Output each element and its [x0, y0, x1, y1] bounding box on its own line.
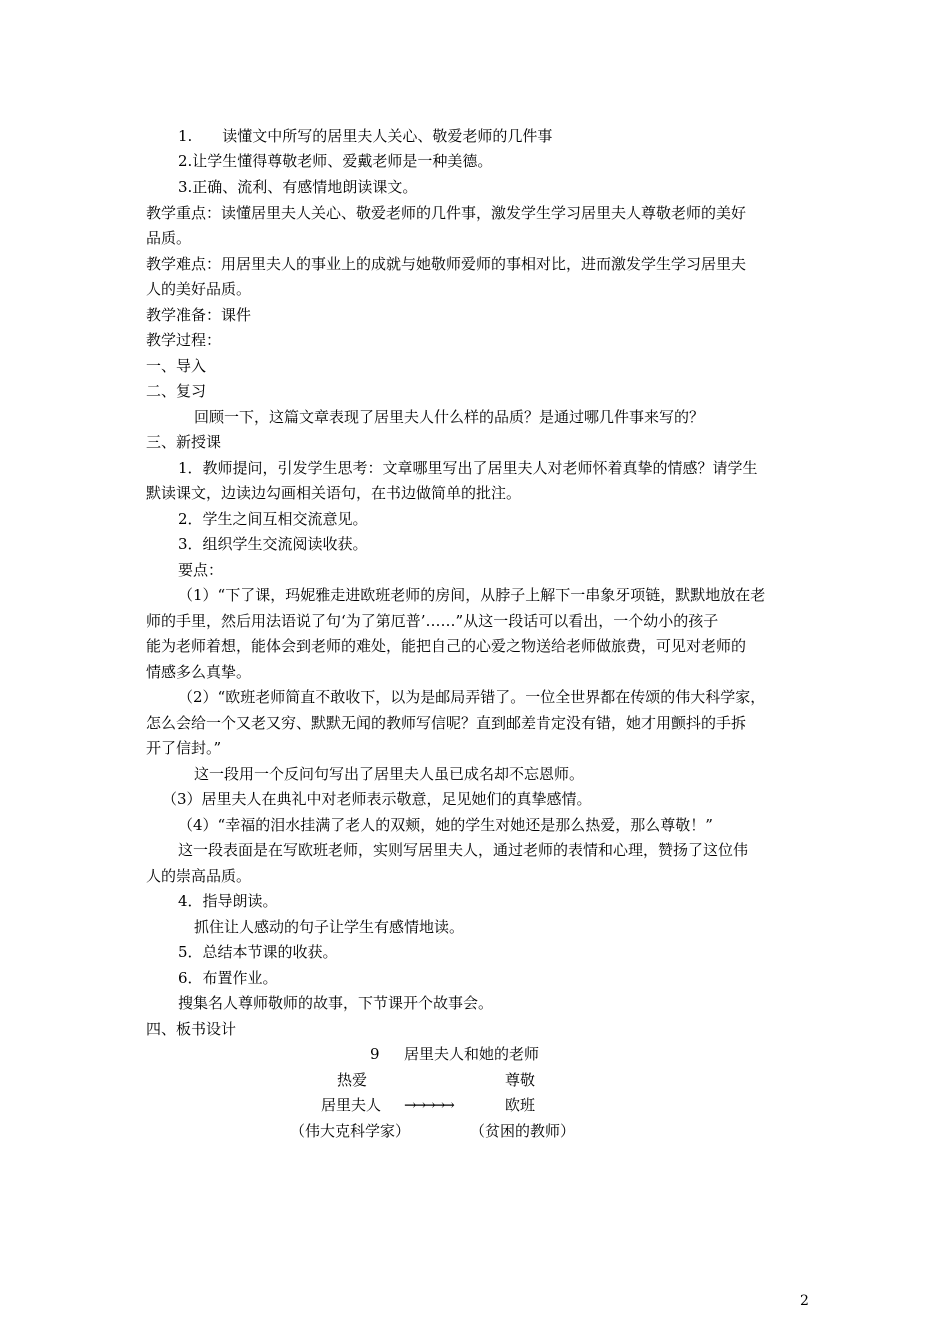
step-5: 5．总结本节课的收获。 [178, 943, 338, 961]
page-number: 2 [800, 1293, 809, 1309]
homework: 搜集名人尊师敬师的故事，下节课开个故事会。 [178, 994, 494, 1012]
point-4-note-line-1: 这一段表面是在写欧班老师，实则写居里夫人，通过老师的表情和心理，赞扬了这位伟 [178, 841, 749, 859]
point-2-line-2: 怎么会给一个又老又穷、默默无闻的教师写信呢？直到邮差肯定没有错，她才用颤抖的手拆 [146, 714, 747, 732]
section-board-design: 四、板书设计 [146, 1020, 237, 1038]
step-4-detail: 抓住让人感动的句子让学生有感情地读。 [194, 918, 465, 936]
board-left-quality: 热爱 [337, 1071, 368, 1089]
review-text: 回顾一下，这篇文章表现了居里夫人什么样的品质？是通过哪几件事来写的？ [194, 408, 705, 426]
point-1-line-1: （1）“下了课，玛妮雅走进欧班老师的房间，从脖子上解下一串象牙项链，默默地放在老 [178, 586, 766, 604]
objective-3: 3.正确、流利、有感情地朗读课文。 [178, 178, 418, 196]
points-label: 要点： [178, 561, 224, 579]
objective-2: 2.让学生懂得尊敬老师、爱戴老师是一种美德。 [178, 152, 493, 170]
board-left-person: 居里夫人 [321, 1096, 382, 1114]
step-6: 6．布置作业。 [178, 969, 278, 987]
key-point-line-1: 教学重点：读懂居里夫人关心、敬爱老师的几件事，激发学生学习居里夫人尊敬老师的美好 [146, 204, 747, 222]
board-right-quality: 尊敬 [505, 1071, 536, 1089]
section-intro: 一、导入 [146, 357, 207, 375]
key-point-line-2: 品质。 [146, 229, 192, 247]
point-1-line-4: 情感多么真挚。 [146, 663, 252, 681]
section-new-lesson: 三、新授课 [146, 433, 222, 451]
process-title: 教学过程： [146, 331, 222, 349]
board-arrows: →→→→→ [404, 1096, 452, 1114]
step-1-line-1: 1．教师提问，引发学生思考：文章哪里写出了居里夫人对老师怀着真挚的情感？请学生 [178, 459, 758, 477]
point-4-note-line-2: 人的崇高品质。 [146, 867, 252, 885]
objective-1: 1. 读懂文中所写的居里夫人关心、敬爱老师的几件事 [178, 127, 553, 145]
board-right-desc: （贫困的教师） [470, 1122, 576, 1140]
board-lesson-number: 9 [370, 1045, 380, 1063]
step-3: 3．组织学生交流阅读收获。 [178, 535, 368, 553]
point-4: （4）“幸福的泪水挂满了老人的双颊，她的学生对她还是那么热爱，那么尊敬！” [178, 816, 713, 834]
board-lesson-title: 居里夫人和她的老师 [404, 1045, 540, 1063]
point-1-line-2: 师的手里，然后用法语说了句‘为了第厄普’……”从这一段话可以看出，一个幼小的孩子 [146, 612, 719, 630]
point-1-line-3: 能为老师着想，能体会到老师的难处，能把自己的心爱之物送给老师做旅费，可见对老师的 [146, 637, 747, 655]
step-2: 2．学生之间互相交流意见。 [178, 510, 368, 528]
difficulty-line-1: 教学难点：用居里夫人的事业上的成就与她敬师爱师的事相对比，进而激发学生学习居里夫 [146, 255, 747, 273]
point-3: （3）居里夫人在典礼中对老师表示敬意，足见她们的真挚感情。 [162, 790, 592, 808]
board-left-desc: （伟大克科学家） [290, 1122, 411, 1140]
step-1-line-2: 默读课文，边读边勾画相关语句，在书边做简单的批注。 [146, 484, 522, 502]
point-2-line-3: 开了信封。” [146, 739, 222, 757]
step-4: 4．指导朗读。 [178, 892, 278, 910]
point-2-line-1: （2）“欧班老师简直不敢收下，以为是邮局弄错了。一位全世界都在传颂的伟大科学家， [178, 688, 766, 706]
section-review: 二、复习 [146, 382, 207, 400]
point-2-note: 这一段用一个反问句写出了居里夫人虽已成名却不忘恩师。 [194, 765, 585, 783]
preparation: 教学准备：课件 [146, 306, 252, 324]
board-right-person: 欧班 [505, 1096, 536, 1114]
difficulty-line-2: 人的美好品质。 [146, 280, 252, 298]
